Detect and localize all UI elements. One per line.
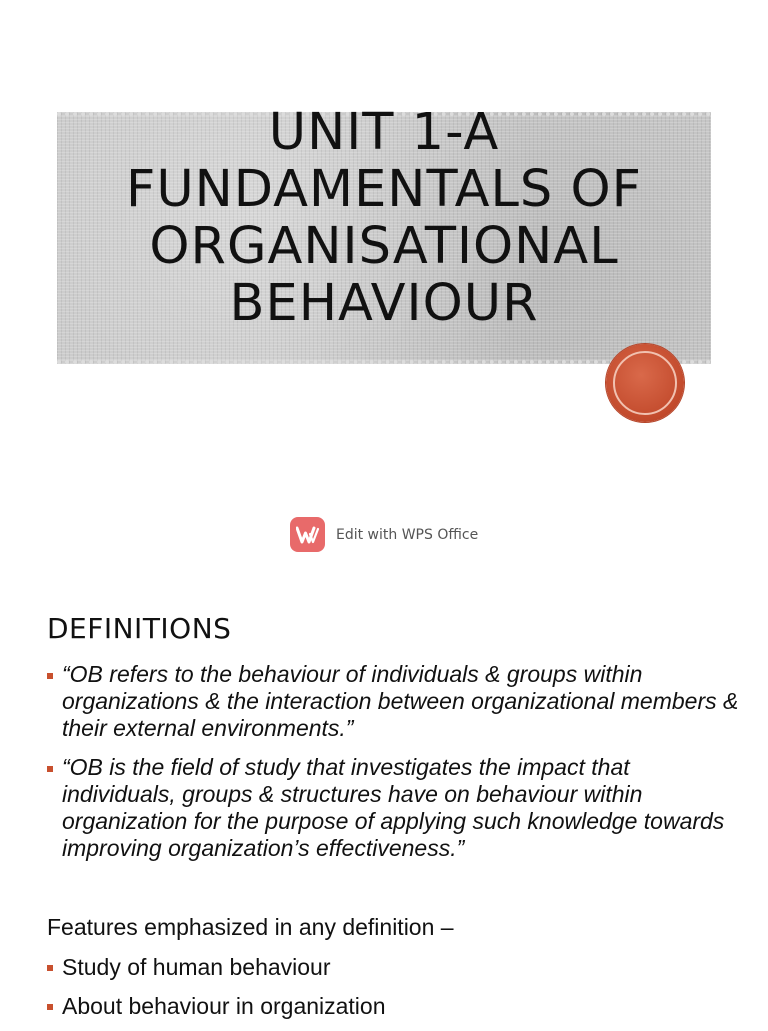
- list-item: [47, 661, 747, 742]
- wps-logo-icon: [290, 517, 325, 552]
- bullet-square-icon: [47, 766, 53, 772]
- list-item: [47, 992, 386, 1020]
- title-line: BEHAVIOUR: [229, 274, 539, 333]
- definition-text: “OB is the field of study that investigates the impact that individuals, groups & structures have on behaviour within organization for the purpose of applying such knowledge towards improving organization’s effectiveness.”: [62, 754, 725, 861]
- title-line: UNIT 1-A: [268, 103, 500, 162]
- bullet-square-icon: [47, 1004, 53, 1010]
- slide-title: [57, 104, 711, 332]
- decorative-circle: [606, 344, 684, 422]
- list-item: [47, 754, 747, 862]
- feature-text: Study of human behaviour: [62, 954, 331, 980]
- title-line: ORGANISATIONAL: [149, 217, 619, 276]
- title-line: FUNDAMENTALS OF: [125, 160, 642, 219]
- features-list: [47, 953, 386, 1031]
- feature-text: About behaviour in organization: [62, 993, 386, 1019]
- section-heading: DEFINITIONS: [47, 612, 232, 645]
- wps-edit-label: Edit with WPS Office: [336, 526, 479, 543]
- definition-text: “OB refers to the behaviour of individuals & groups within organizations & the interaction between organizational members & their external environments.”: [62, 661, 739, 741]
- definitions-list: [47, 661, 747, 874]
- bullet-square-icon: [47, 965, 53, 971]
- bullet-square-icon: [47, 673, 53, 679]
- list-item: [47, 953, 386, 981]
- features-lead: Features emphasized in any definition –: [47, 914, 454, 940]
- wps-edit-badge[interactable]: [290, 517, 478, 552]
